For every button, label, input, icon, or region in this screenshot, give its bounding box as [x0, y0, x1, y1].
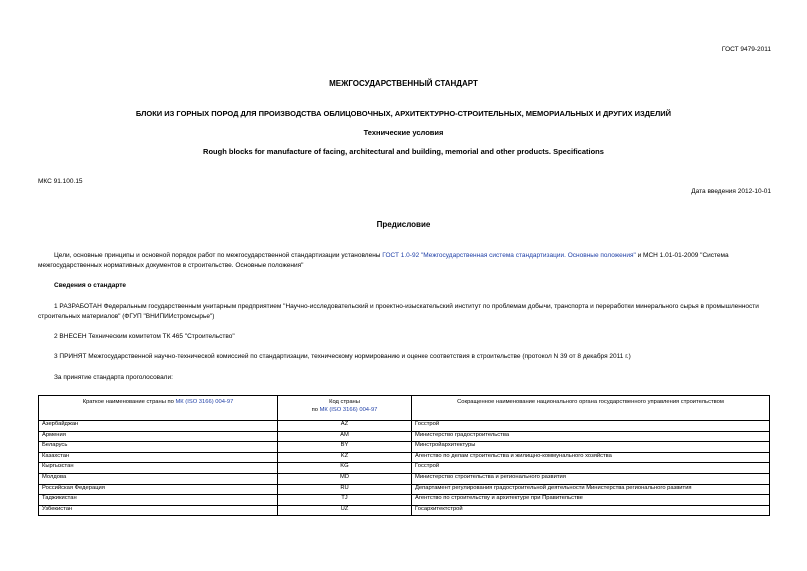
country-cell: Беларусь — [39, 442, 278, 453]
org-cell: Министерство строительства и регионального развития — [412, 473, 770, 484]
table-header-row — [39, 396, 770, 421]
info-item-2: 2 ВНЕСЕН Техническим комитетом ТК 465 "Строительство" — [54, 333, 235, 340]
table-row — [39, 495, 770, 506]
preface-paragraph — [38, 251, 770, 271]
document-number: ГОСТ 9479-2011 — [721, 46, 771, 53]
org-cell: Госстрой — [412, 421, 770, 432]
header-text: Краткое наименование страны по — [82, 399, 176, 405]
standard-type-heading: МЕЖГОСУДАРСТВЕННЫЙ СТАНДАРТ — [329, 79, 478, 88]
header-country — [39, 396, 278, 421]
code-cell: BY — [278, 442, 412, 453]
code-cell: AM — [278, 431, 412, 442]
info-item-1: 1 РАЗРАБОТАН Федеральным государственным унитарным предприятием "Научно-исследовательский и проектно-изыскательский институт по проблемам добычи, транспорта и переработки минерального сырья в промышленности строительных материалов" (ФГУП "ВНИПИИстромсырье") — [38, 303, 759, 320]
iso-link[interactable]: МК (ISO 3166) 004-97 — [319, 407, 378, 413]
standard-title: БЛОКИ ИЗ ГОРНЫХ ПОРОД ДЛЯ ПРОИЗВОДСТВА ОБЛИЦОВОЧНЫХ, АРХИТЕКТУРНО-СТРОИТЕЛЬНЫХ, МЕМОРИАЛЬНЫХ И ДРУГИХ ИЗДЕЛИЙ — [135, 109, 672, 118]
code-cell: UZ — [278, 505, 412, 516]
table-row — [39, 484, 770, 495]
paragraph-text: Цели, основные принципы и основной порядок работ по межгосударственной стандартизации установлены — [54, 252, 383, 259]
country-cell: Казахстан — [39, 452, 278, 463]
table-row — [39, 431, 770, 442]
gost-link[interactable]: ГОСТ 1.0-92 "Межгосударственная система стандартизации. Основные положения" — [382, 252, 636, 259]
org-cell: Агентство по строительству и архитектуре при Правительстве — [412, 495, 770, 506]
info-heading: Сведения о стандарте — [54, 282, 127, 289]
code-cell: TJ — [278, 495, 412, 506]
org-cell: Госархитектстрой — [412, 505, 770, 516]
country-cell: Таджикистан — [39, 495, 278, 506]
table-row — [39, 442, 770, 453]
iso-link[interactable]: МК (ISO 3166) 004-97 — [175, 399, 234, 405]
org-cell: Министерство градостроительства — [412, 431, 770, 442]
standard-title-english: Rough blocks for manufacture of facing, architectural and building, memorial and other products. Specifications — [203, 147, 604, 156]
mks-code: МКС 91.100.15 — [38, 178, 83, 185]
header-text: по — [311, 407, 320, 413]
country-cell: Азербайджан — [39, 421, 278, 432]
table-row — [39, 452, 770, 463]
code-cell: KZ — [278, 452, 412, 463]
table-row — [39, 473, 770, 484]
country-cell: Молдова — [39, 473, 278, 484]
org-cell: Агентство по делам строительства и жилищно-коммунального хозяйства — [412, 452, 770, 463]
header-text: Код страны — [329, 399, 360, 405]
table-row — [39, 463, 770, 474]
preface-heading: Предисловие — [376, 220, 431, 229]
org-cell: Департамент регулирования градостроительной деятельности Министерства регионального развития — [412, 484, 770, 495]
countries-table — [38, 395, 770, 516]
org-cell: Минстройархитектуры — [412, 442, 770, 453]
voted-label: За принятие стандарта проголосовали: — [54, 374, 173, 381]
header-code — [278, 396, 412, 421]
intro-date: Дата введения 2012-10-01 — [691, 188, 771, 195]
paragraph-text: и МСН 1.01-01-2009 "Система межгосударственных нормативных документов в строительстве. Основные положения" — [38, 252, 729, 269]
code-cell: AZ — [278, 421, 412, 432]
country-cell: Российская Федерация — [39, 484, 278, 495]
standard-subtitle: Технические условия — [363, 128, 444, 137]
table-row — [39, 505, 770, 516]
info-item-3: 3 ПРИНЯТ Межгосударственной научно-технической комиссией по стандартизации, техническому нормированию и оценке соответствия в строительстве (протокол N 39 от 8 декабря 2011 г.) — [54, 353, 631, 360]
code-cell: KG — [278, 463, 412, 474]
code-cell: RU — [278, 484, 412, 495]
table-row — [39, 421, 770, 432]
country-cell: Армения — [39, 431, 278, 442]
header-organization: Сокращенное наименование национального органа государственного управления строительством — [412, 396, 770, 421]
country-cell: Узбекистан — [39, 505, 278, 516]
country-cell: Кыргызстан — [39, 463, 278, 474]
code-cell: MD — [278, 473, 412, 484]
org-cell: Госстрой — [412, 463, 770, 474]
